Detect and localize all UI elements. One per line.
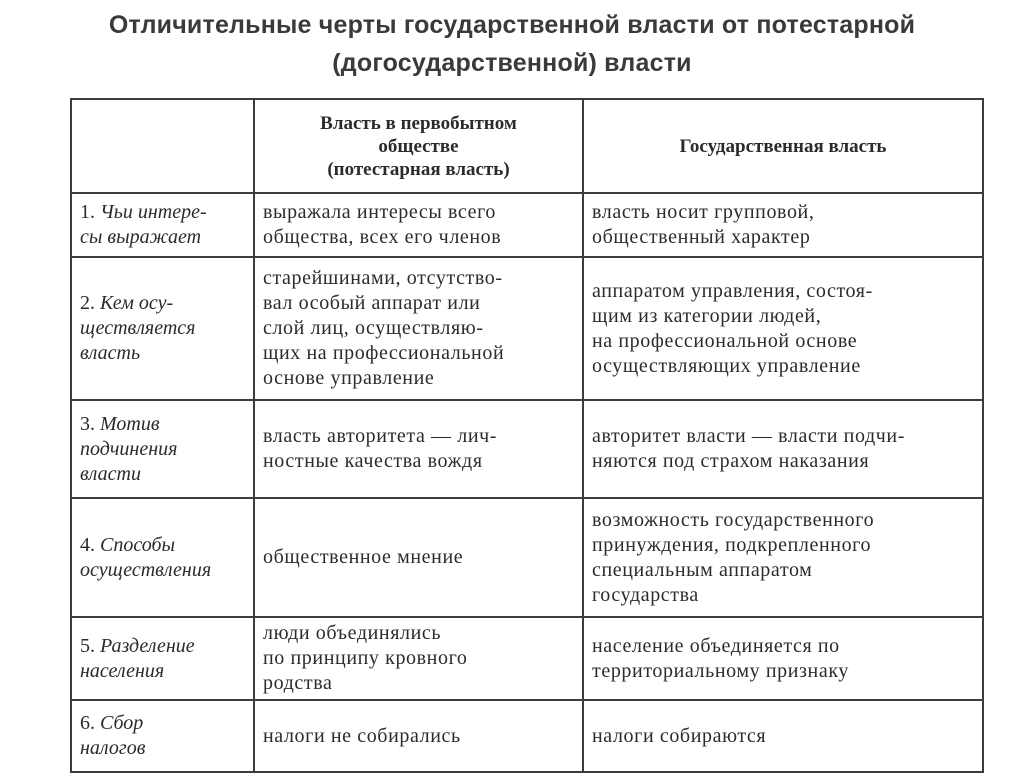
row-label: [71, 700, 254, 772]
row-label-text: Чьи интере- сы выражает: [80, 201, 207, 248]
title-line-1: Отличительные черты государственной власти от потестарной: [108, 11, 916, 39]
row-label-text: Мотив подчинения власти: [80, 412, 178, 485]
state-cell: аппаратом управления, состоя- щим из категории людей, на профессиональной основе осуществляющих управление: [583, 257, 983, 400]
row-number: 6.: [80, 712, 95, 734]
table-row: [71, 400, 983, 498]
title-line-2: (догосударственной) власти: [332, 49, 692, 77]
primitive-cell: выражала интересы всего общества, всех его членов: [254, 193, 583, 257]
row-label: [71, 617, 254, 700]
row-number: 1.: [80, 201, 95, 223]
header-empty-cell: [71, 99, 254, 193]
table-row: [71, 193, 983, 257]
row-label: [71, 400, 254, 498]
state-cell: население объединяется по территориальному признаку: [583, 617, 983, 700]
row-label-text: Сбор налогов: [80, 712, 146, 759]
primitive-cell: налоги не собирались: [254, 700, 583, 772]
row-label: [71, 193, 254, 257]
table-row: [71, 700, 983, 772]
table-row: [71, 257, 983, 400]
header-primitive-power: Власть в первобытном обществе (потестарная власть): [254, 99, 583, 193]
table-row: [71, 617, 983, 700]
row-label-text: Способы осуществления: [80, 533, 212, 581]
row-label: [71, 498, 254, 617]
primitive-cell: общественное мнение: [254, 498, 583, 617]
row-label: [71, 257, 254, 400]
state-cell: власть носит групповой, общественный характер: [583, 193, 983, 257]
table-row: [71, 498, 983, 617]
row-number: 5.: [80, 634, 95, 657]
primitive-cell: люди объединялись по принципу кровного родства: [254, 617, 583, 700]
primitive-cell: старейшинами, отсутство- вал особый аппарат или слой лиц, осуществляю- щих на профессиональной основе управление: [254, 257, 583, 400]
table-header-row: [71, 99, 983, 193]
header-state-power: Государственная власть: [583, 99, 983, 193]
primitive-cell: власть авторитета — лич- ностные качества вождя: [254, 400, 583, 498]
state-cell: авторитет власти — власти подчи- няются под страхом наказания: [583, 400, 983, 498]
row-label-text: Разделение населения: [80, 634, 195, 682]
row-number: 3.: [80, 412, 95, 435]
row-number: 4.: [80, 533, 95, 556]
row-number: 2.: [80, 292, 95, 314]
state-cell: налоги собираются: [583, 700, 983, 772]
page-title: [0, 6, 1024, 82]
comparison-table: [70, 98, 984, 773]
state-cell: возможность государственного принуждения, подкрепленного специальным аппаратом государства: [583, 498, 983, 617]
row-label-text: Кем осу- ществляется власть: [80, 292, 196, 364]
